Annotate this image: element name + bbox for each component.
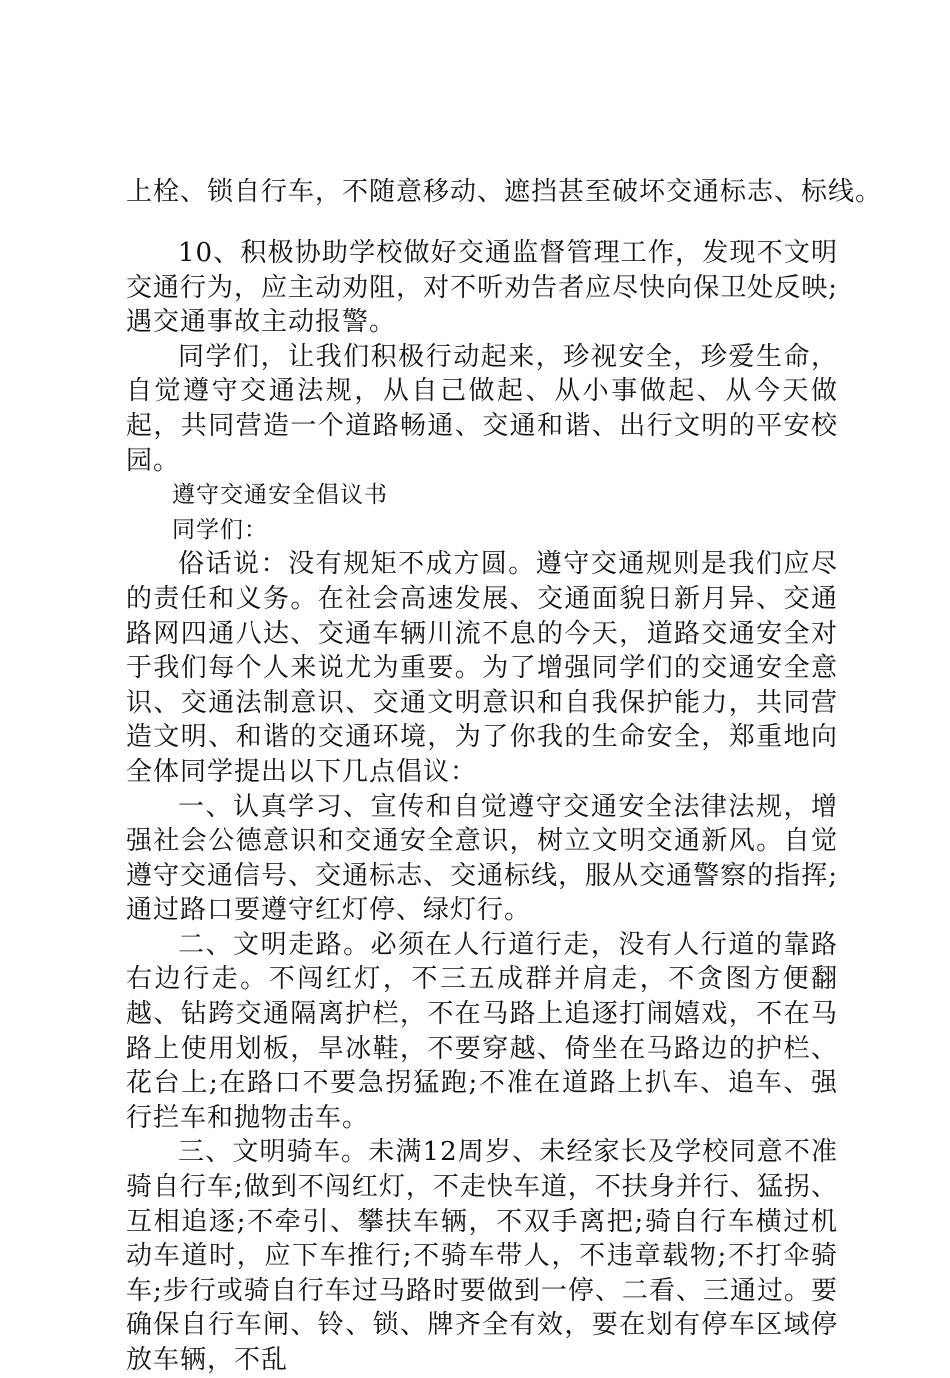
continued-line: 上栓、锁自行车，不随意移动、遮挡甚至破坏交通标志、标线。 (126, 177, 883, 207)
point-2-paragraph: 二、文明走路。必须在人行道行走，没有人行道的靠路右边行走。不闯红灯，不三五成群并肩走，不贪图方便翻越、钻跨交通隔离护栏，不在马路上追逐打闹嬉戏，不在马路上使用划板，旱冰鞋，不要穿越、倚坐在马路边的护栏、花台上;在路口不要急拐猛跑;不准在道路上扒车、追车、强行拦车和抛物击车。 (126, 929, 838, 1133)
item-10-paragraph: 10、积极协助学校做好交通监督管理工作，发现不文明交通行为，应主动劝阻，对不听劝告者应尽快向保卫处反映;遇交通事故主动报警。 (126, 238, 838, 338)
point-3-paragraph: 三、文明骑车。未满12周岁、未经家长及学校同意不准骑自行车;做到不闯红灯，不走快车道，不扶身并行、猛拐、互相追逐;不牵引、攀扶车辆，不双手离把;骑自行车横过机动车道时，应下车推行;不骑车带人，不违章载物;不打伞骑车;步行或骑自行车过马路时要做到一停、二看、三通过。要确保自行车闸、铃、锁、牌齐全有效，要在划有停车区域停放车辆，不乱 (126, 1137, 838, 1375)
document-body (126, 236, 838, 1378)
intro-paragraph: 俗话说：没有规矩不成方圆。遵守交通规则是我们应尽的责任和义务。在社会高速发展、交通面貌日新月异、交通路网四通八达、交通车辆川流不息的今天，道路交通安全对于我们每个人来说尤为重要。为了增强同学们的交通安全意识、交通法制意识、交通文明意识和自我保护能力，共同营造文明、和谐的交通环境，为了你我的生命安全，郑重地向全体同学提出以下几点倡议： (126, 549, 838, 787)
document-title: 遵守交通安全倡议书 (172, 482, 388, 509)
salutation: 同学们： (172, 516, 268, 543)
point-1-paragraph: 一、认真学习、宣传和自觉遵守交通安全法律法规，增强社会公德意识和交通安全意识，树立文明交通新风。自觉遵守交通信号、交通标志、交通标线，服从交通警察的指挥;通过路口要遵守红灯停、绿灯行。 (126, 791, 838, 926)
closing-paragraph: 同学们，让我们积极行动起来，珍视安全，珍爱生命，自觉遵守交通法规，从自己做起、从小事做起、从今天做起，共同营造一个道路畅通、交通和谐、出行文明的平安校园。 (126, 341, 838, 476)
